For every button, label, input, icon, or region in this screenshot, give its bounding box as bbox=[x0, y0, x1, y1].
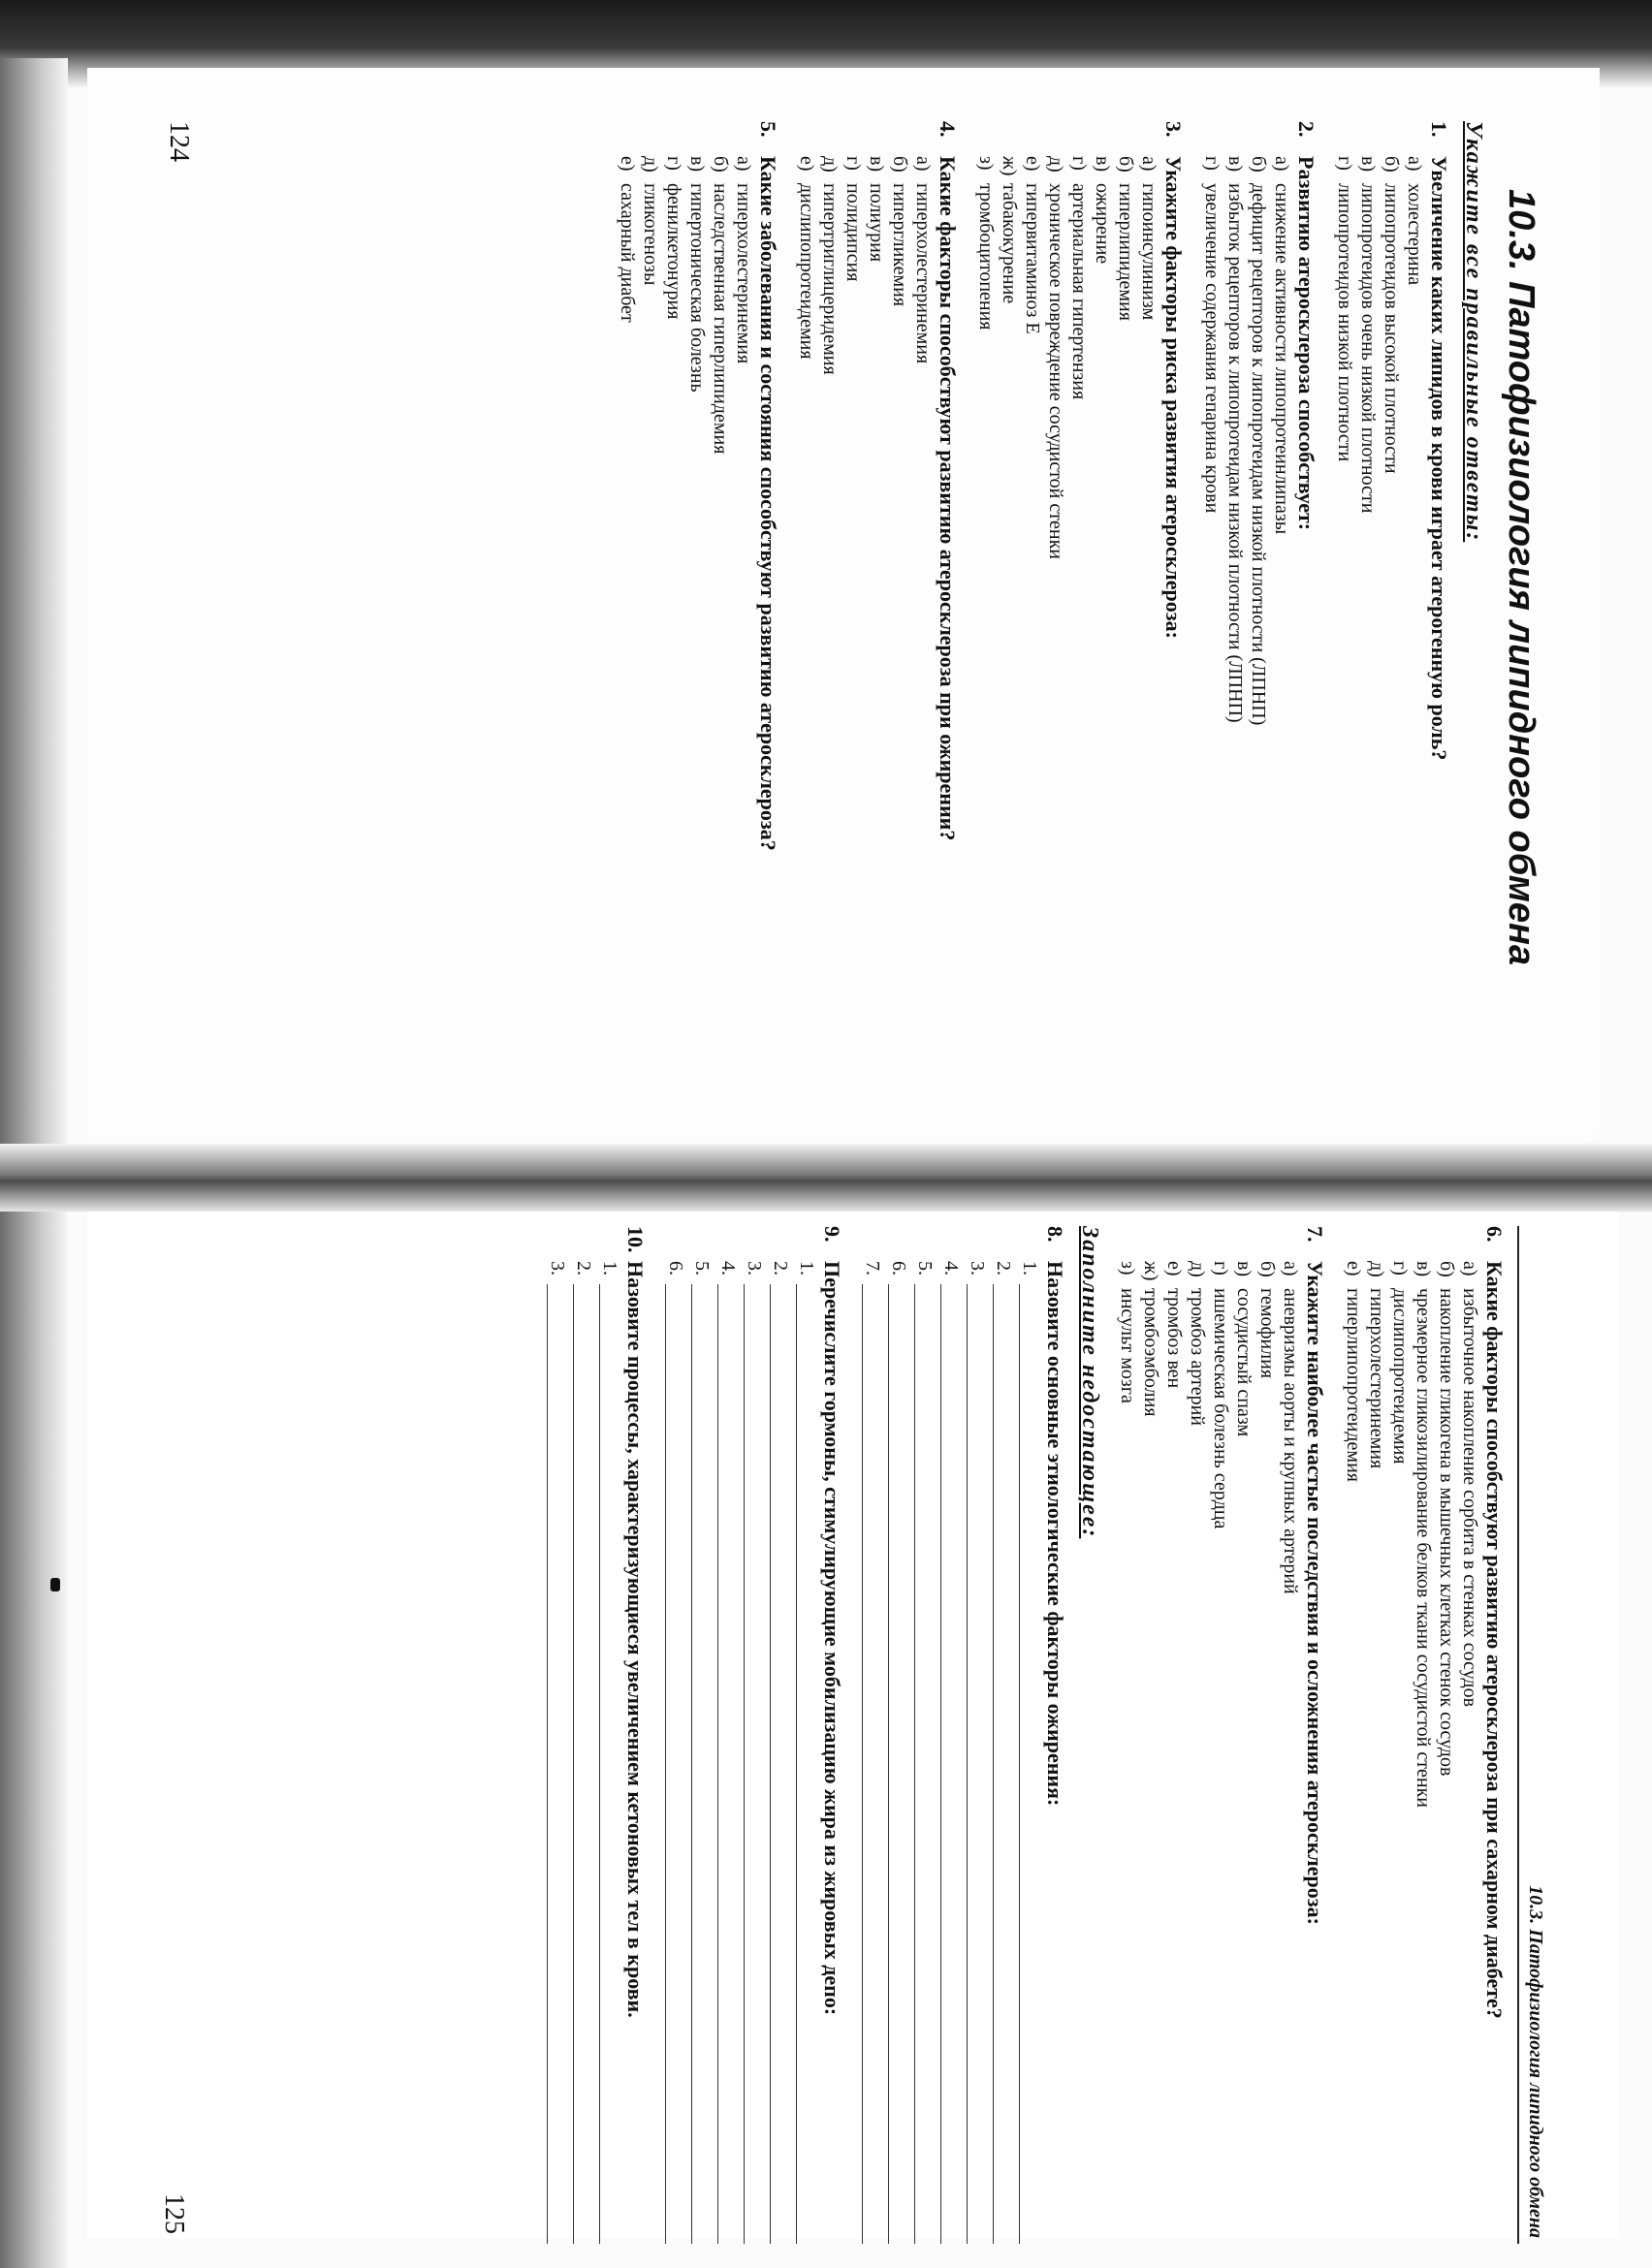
line-number: 2. bbox=[770, 1261, 791, 1276]
question-text: Перечислите гормоны, стимулирующие мобилизацию жира из жировых депо: bbox=[820, 1261, 844, 2016]
answer-option bbox=[818, 121, 842, 1158]
option-letter: г) bbox=[1210, 1261, 1231, 1276]
option-text: гиперхолестеринемия bbox=[1366, 1288, 1387, 1469]
question-head bbox=[935, 121, 961, 1158]
option-letter: д) bbox=[1187, 1261, 1208, 1277]
answer-option bbox=[1412, 1226, 1435, 2244]
blank-line bbox=[796, 1284, 816, 2244]
option-letter: г) bbox=[1068, 156, 1090, 171]
question-number: 10. bbox=[623, 1226, 648, 1253]
option-text: избыток рецепторов к липопротеидам низкой плотности (ЛПНП) bbox=[1224, 183, 1246, 723]
option-letter: г) bbox=[663, 156, 684, 171]
answer-option bbox=[1223, 121, 1247, 1158]
answer-option bbox=[1365, 1226, 1388, 2244]
answer-option bbox=[685, 121, 709, 1158]
blank-line bbox=[744, 1284, 764, 2244]
option-letter: е) bbox=[1163, 1261, 1185, 1276]
question-head bbox=[755, 121, 781, 1158]
blank-line bbox=[599, 1284, 620, 2244]
question-number: 3. bbox=[1161, 121, 1186, 138]
option-letter: б) bbox=[889, 156, 910, 173]
section-title: 10.3. Патофизиология липидного обмена bbox=[1501, 189, 1541, 966]
scan-artifact-dot bbox=[50, 1578, 60, 1591]
question-head bbox=[1160, 121, 1187, 1158]
answer-option bbox=[888, 121, 911, 1158]
option-text: избыточное накопление сорбита в стенках сосудов bbox=[1459, 1288, 1480, 1708]
option-letter: е) bbox=[1022, 156, 1043, 172]
question bbox=[544, 1226, 649, 2244]
answer-option bbox=[1458, 1226, 1481, 2244]
option-text: тромбоэмболия bbox=[1140, 1288, 1161, 1417]
option-letter: а) bbox=[912, 156, 934, 172]
page-124 bbox=[116, 121, 1541, 1158]
answer-option bbox=[1279, 1226, 1302, 2244]
answer-option bbox=[616, 121, 639, 1158]
option-text: наследственная гиперлипидемия bbox=[710, 183, 731, 455]
question bbox=[616, 121, 781, 1158]
answer-option bbox=[1186, 1226, 1209, 2244]
line-number: 6. bbox=[888, 1261, 909, 1276]
question-text: Укажите факторы риска развития атеросклероза: bbox=[1161, 156, 1186, 639]
instruction: Укажите все правильные ответы: bbox=[1461, 121, 1486, 543]
question-number: 8. bbox=[1043, 1226, 1067, 1243]
question bbox=[1333, 121, 1452, 1158]
answer-option bbox=[1247, 121, 1270, 1158]
answer-option bbox=[1021, 121, 1044, 1158]
option-letter: а) bbox=[1271, 156, 1292, 172]
option-text: снижение активности липопротеинлипазы bbox=[1271, 183, 1292, 535]
option-letter: а) bbox=[1459, 1261, 1480, 1276]
question-number: 5. bbox=[756, 121, 780, 138]
option-text: липопротеидов очень низкой плотности bbox=[1357, 183, 1379, 514]
option-text: накопление гликогена в мышечных клетках стенок сосудов bbox=[1436, 1288, 1457, 1777]
line-number: 4. bbox=[940, 1261, 962, 1276]
answer-option bbox=[795, 121, 818, 1158]
answer-option bbox=[1356, 121, 1380, 1158]
line-number: 2. bbox=[573, 1261, 594, 1276]
question-text: Увеличение каких липидов в крови играет атерогенную роль? bbox=[1427, 156, 1451, 761]
answer-line bbox=[885, 1226, 911, 2244]
option-text: липопротеидов низкой плотности bbox=[1334, 183, 1355, 462]
option-text: гипертриглицеридемия bbox=[819, 183, 841, 375]
answer-option bbox=[732, 121, 755, 1158]
question-head bbox=[1426, 121, 1452, 1158]
option-letter: в) bbox=[1092, 156, 1113, 173]
option-letter: е) bbox=[796, 156, 817, 172]
question-text: Назовите процессы, характеризующиеся увеличением кетоновых тел в крови. bbox=[623, 1261, 648, 2018]
option-text: дислипопротеидемия bbox=[796, 183, 817, 360]
line-number: 2. bbox=[993, 1261, 1014, 1276]
question-text: Какие факторы способствуют развитию атеросклероза при сахарном диабете? bbox=[1482, 1261, 1507, 2019]
option-text: полидипсия bbox=[842, 183, 864, 282]
option-letter: г) bbox=[1334, 156, 1355, 171]
option-text: чрезмерное гликозилирование белков ткани сосудистой стенки bbox=[1413, 1288, 1434, 1808]
option-text: сосудистый спазм bbox=[1233, 1288, 1255, 1437]
option-text: увеличение содержания гепарина крови bbox=[1201, 183, 1223, 514]
option-letter: в) bbox=[1224, 156, 1246, 173]
option-letter: а) bbox=[1138, 156, 1160, 172]
blank-line bbox=[967, 1284, 987, 2244]
question-head bbox=[1302, 1226, 1328, 2244]
option-letter: д) bbox=[1045, 156, 1066, 173]
question-number: 7. bbox=[1303, 1226, 1327, 1243]
answer-option bbox=[1435, 1226, 1458, 2244]
option-letter: б) bbox=[1436, 1261, 1457, 1277]
option-letter: з) bbox=[975, 156, 997, 171]
question-number: 9. bbox=[820, 1226, 844, 1243]
option-text: гликогенозы bbox=[640, 183, 661, 286]
fill-question-list bbox=[544, 1226, 1068, 2244]
answer-option bbox=[1200, 121, 1223, 1158]
running-head-rule bbox=[1517, 1226, 1519, 2244]
blank-line bbox=[862, 1284, 882, 2244]
answer-option bbox=[1270, 121, 1293, 1158]
answer-line bbox=[937, 1226, 964, 2244]
answer-option bbox=[1139, 1226, 1162, 2244]
blank-line bbox=[717, 1284, 738, 2244]
answer-line bbox=[715, 1226, 741, 2244]
question-text: Назовите основные этиологические факторы ожирения: bbox=[1043, 1261, 1067, 1807]
answer-line bbox=[859, 1226, 885, 2244]
option-letter: в) bbox=[1357, 156, 1379, 173]
answer-line bbox=[596, 1226, 622, 2244]
option-letter: ж) bbox=[1140, 1261, 1161, 1281]
option-text: хроническое повреждение сосудистой стенки bbox=[1045, 183, 1066, 559]
line-number: 1. bbox=[599, 1261, 620, 1276]
line-number: 1. bbox=[1019, 1261, 1040, 1276]
option-text: гемофилия bbox=[1256, 1288, 1278, 1379]
blank-line bbox=[770, 1284, 790, 2244]
option-text: липопротеидов высокой плотности bbox=[1381, 183, 1402, 474]
option-letter: д) bbox=[819, 156, 841, 173]
option-text: табакокурение bbox=[999, 183, 1020, 304]
option-text: артериальная гипертензия bbox=[1068, 183, 1090, 400]
answer-option bbox=[709, 121, 732, 1158]
answer-option bbox=[1333, 121, 1356, 1158]
question-head bbox=[622, 1226, 649, 2244]
answer-line bbox=[741, 1226, 767, 2244]
blank-line bbox=[1019, 1284, 1039, 2244]
option-text: гипервитаминоз Е bbox=[1022, 183, 1043, 334]
option-text: гипергликемия bbox=[889, 183, 910, 307]
question-text: Какие заболевания и состояния способствуют развитию атеросклероза? bbox=[756, 156, 780, 851]
line-number: 5. bbox=[914, 1261, 936, 1276]
question-head bbox=[819, 1226, 845, 2244]
option-text: полиурия bbox=[866, 183, 887, 263]
option-letter: ж) bbox=[999, 156, 1020, 176]
answer-line bbox=[544, 1226, 570, 2244]
answer-line bbox=[1016, 1226, 1042, 2244]
page-125 bbox=[121, 1226, 1546, 2244]
answer-option bbox=[639, 121, 662, 1158]
answer-option bbox=[1067, 121, 1091, 1158]
line-number: 3. bbox=[744, 1261, 765, 1276]
option-letter: е) bbox=[1343, 1261, 1364, 1276]
question-number: 6. bbox=[1482, 1226, 1507, 1243]
option-text: тромбоз артерий bbox=[1187, 1288, 1208, 1426]
option-letter: в) bbox=[686, 156, 708, 173]
answer-option bbox=[1232, 1226, 1255, 2244]
question-number: 1. bbox=[1427, 121, 1451, 138]
option-text: инсульт мозга bbox=[1117, 1288, 1138, 1403]
blank-line bbox=[914, 1284, 935, 2244]
answer-option bbox=[662, 121, 685, 1158]
option-text: гиперлипопротеидемия bbox=[1343, 1288, 1364, 1482]
option-text: холестерина bbox=[1404, 183, 1425, 286]
answer-option bbox=[1209, 1226, 1232, 2244]
option-letter: г) bbox=[1389, 1261, 1411, 1276]
question-list bbox=[1116, 1226, 1508, 2244]
question bbox=[859, 1226, 1068, 2244]
option-letter: г) bbox=[1201, 156, 1223, 171]
answer-option bbox=[974, 121, 998, 1158]
question bbox=[1116, 1226, 1328, 2244]
answer-option bbox=[1044, 121, 1067, 1158]
line-number: 3. bbox=[967, 1261, 988, 1276]
option-text: дислипопротеидемия bbox=[1389, 1288, 1411, 1465]
option-text: тромбоз вен bbox=[1163, 1288, 1185, 1389]
option-text: гипертоническая болезнь bbox=[686, 183, 708, 393]
answer-line bbox=[793, 1226, 819, 2244]
answer-line bbox=[964, 1226, 990, 2244]
option-letter: б) bbox=[1115, 156, 1136, 173]
option-letter: д) bbox=[640, 156, 661, 173]
line-number: 5. bbox=[691, 1261, 713, 1276]
line-number: 4. bbox=[717, 1261, 739, 1276]
answer-option bbox=[1342, 1226, 1365, 2244]
answer-option bbox=[1116, 1226, 1139, 2244]
question-number: 4. bbox=[936, 121, 960, 138]
question-text: Какие факторы способствуют развитию атеросклероза при ожирении? bbox=[936, 156, 960, 841]
option-letter: в) bbox=[1413, 1261, 1434, 1277]
answer-line bbox=[767, 1226, 793, 2244]
answer-option bbox=[1403, 121, 1426, 1158]
question-list bbox=[616, 121, 1452, 1158]
answer-line bbox=[662, 1226, 688, 2244]
option-text: ишемическая болезнь сердца bbox=[1210, 1288, 1231, 1529]
blank-line bbox=[691, 1284, 712, 2244]
answer-option bbox=[1388, 1226, 1412, 2244]
page-number: 124 bbox=[164, 121, 194, 162]
option-text: дефицит рецепторов к липопротеидам низкой плотности (ЛПНП) bbox=[1248, 183, 1269, 726]
option-text: ожирение bbox=[1092, 183, 1113, 265]
option-letter: в) bbox=[1233, 1261, 1255, 1277]
blank-line bbox=[573, 1284, 593, 2244]
blank-line bbox=[993, 1284, 1013, 2244]
answer-option bbox=[865, 121, 888, 1158]
question-text: Укажите наиболее частые последствия и осложнения атеросклероза: bbox=[1303, 1261, 1327, 1925]
page-number: 125 bbox=[159, 2193, 189, 2234]
blank-line bbox=[665, 1284, 685, 2244]
answer-option bbox=[998, 121, 1021, 1158]
option-letter: з) bbox=[1117, 1261, 1138, 1276]
answer-option bbox=[911, 121, 935, 1158]
option-letter: в) bbox=[866, 156, 887, 173]
answer-option bbox=[842, 121, 865, 1158]
option-text: тромбоцитопения bbox=[975, 183, 997, 331]
option-letter: г) bbox=[842, 156, 864, 171]
option-letter: а) bbox=[733, 156, 754, 172]
option-letter: б) bbox=[710, 156, 731, 173]
line-number: 1. bbox=[796, 1261, 817, 1276]
question-head bbox=[1293, 121, 1319, 1158]
question-text: Развитию атеросклероза способствует: bbox=[1294, 156, 1318, 531]
instruction: Заполните недостающее: bbox=[1077, 1226, 1102, 1539]
blank-line bbox=[940, 1284, 961, 2244]
answer-line bbox=[688, 1226, 715, 2244]
line-number: 3. bbox=[547, 1261, 568, 1276]
option-text: фенилкетонурия bbox=[663, 183, 684, 320]
question bbox=[662, 1226, 845, 2244]
question-head bbox=[1481, 1226, 1508, 2244]
answer-option bbox=[1114, 121, 1137, 1158]
option-text: гиперхолестеринемия bbox=[733, 183, 754, 364]
option-text: сахарный диабет bbox=[617, 183, 638, 323]
blank-line bbox=[547, 1284, 567, 2244]
line-number: 6. bbox=[665, 1261, 686, 1276]
question bbox=[795, 121, 961, 1158]
option-letter: е) bbox=[617, 156, 638, 172]
option-letter: д) bbox=[1366, 1261, 1387, 1277]
option-letter: а) bbox=[1280, 1261, 1301, 1276]
blank-line bbox=[888, 1284, 908, 2244]
option-text: гиперлипидемия bbox=[1115, 183, 1136, 321]
running-head: 10.3. Патофизиология липидного обмена bbox=[1525, 1885, 1546, 2238]
answer-option bbox=[1380, 121, 1403, 1158]
answer-option bbox=[1137, 121, 1160, 1158]
answer-option bbox=[1255, 1226, 1279, 2244]
question-head bbox=[1042, 1226, 1068, 2244]
question bbox=[1342, 1226, 1508, 2244]
option-text: аневризмы аорты и крупных артерий bbox=[1280, 1288, 1301, 1594]
option-letter: б) bbox=[1256, 1261, 1278, 1277]
answer-option bbox=[1091, 121, 1114, 1158]
answer-line bbox=[570, 1226, 596, 2244]
answer-option bbox=[1162, 1226, 1186, 2244]
question bbox=[1200, 121, 1319, 1158]
option-text: гиперхолестеринемия bbox=[912, 183, 934, 364]
question bbox=[974, 121, 1187, 1158]
line-number: 7. bbox=[862, 1261, 883, 1276]
question-number: 2. bbox=[1294, 121, 1318, 138]
answer-line bbox=[911, 1226, 937, 2244]
option-letter: а) bbox=[1404, 156, 1425, 172]
option-letter: б) bbox=[1248, 156, 1269, 173]
option-letter: б) bbox=[1381, 156, 1402, 173]
answer-line bbox=[990, 1226, 1016, 2244]
option-text: гипоинсулинизм bbox=[1138, 183, 1160, 321]
